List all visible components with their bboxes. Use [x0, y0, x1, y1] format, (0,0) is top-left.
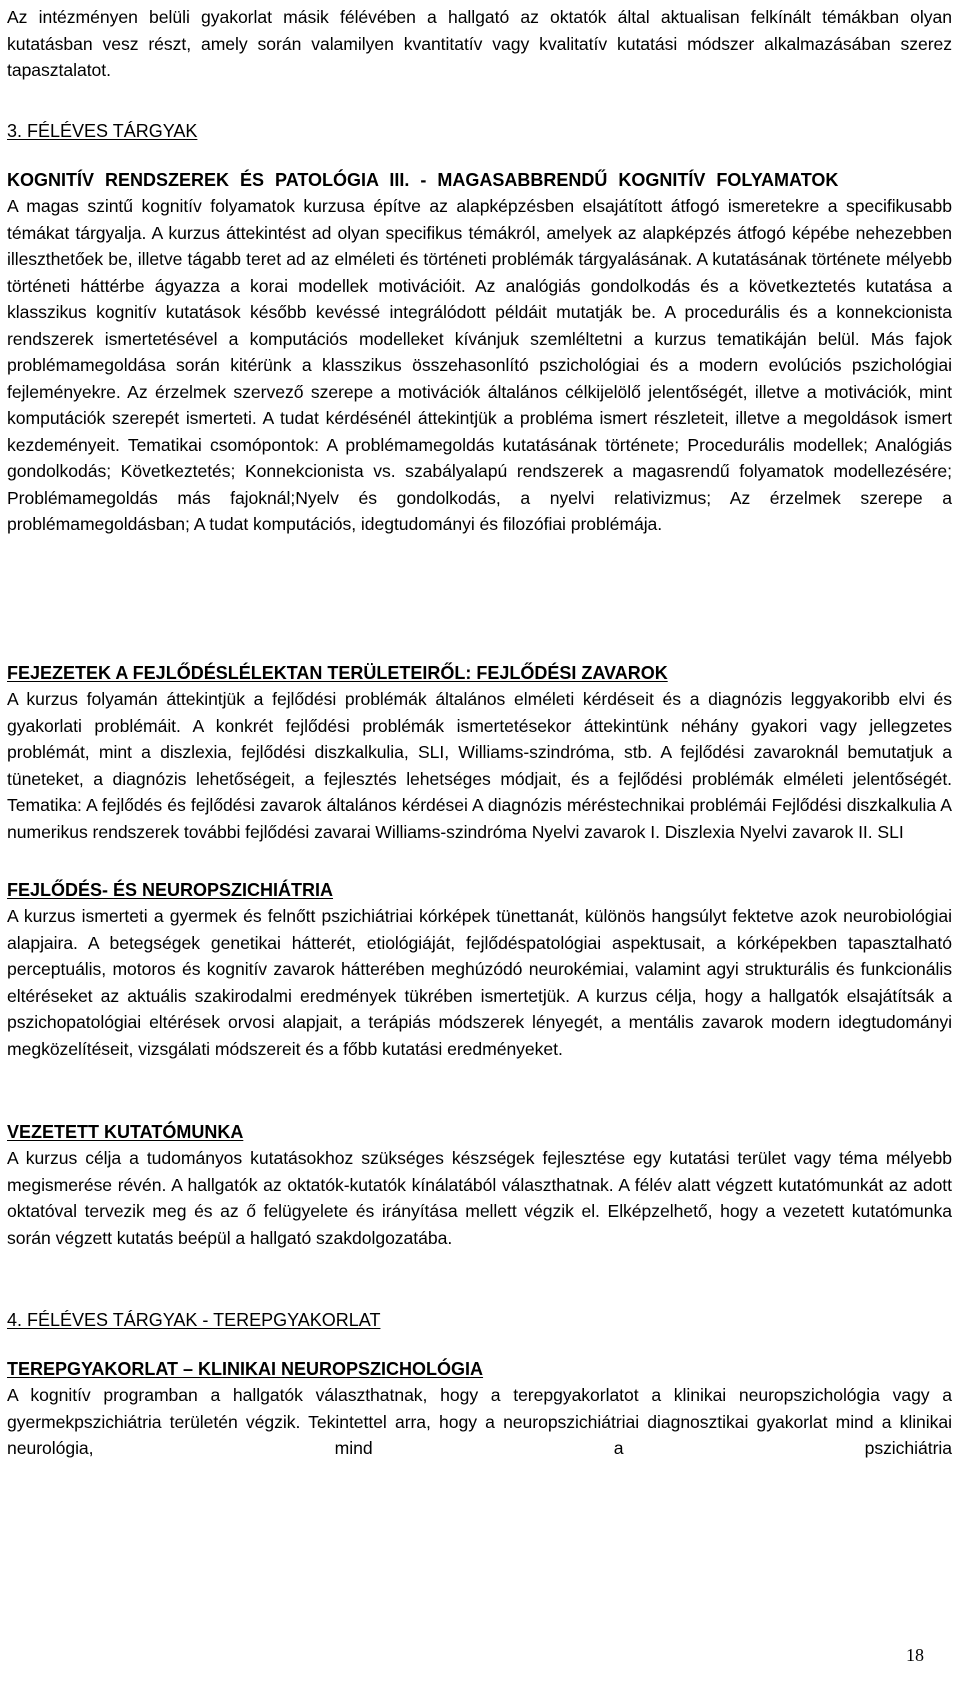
- intro-paragraph-block: [7, 4, 952, 84]
- course1-block: [7, 168, 952, 538]
- section3-heading: 3. FÉLÉVES TÁRGYAK: [7, 121, 198, 141]
- course4-body: A kurzus célja a tudományos kutatásokhoz szükséges készségek fejlesztése egy kutatási terület vagy téma mélyebb megismerése révén. A hallgatók az oktatók-kutatók kínálatából választhatnak. A félév alatt végzett kutatómunkát az adott oktatóval tervezik meg és az ő felügyelete és irányítása mellett végzik el. Elképzelhető, hogy a vezetett kutatómunka során végzett kutatás beépül a hallgató szakdolgozatába.: [7, 1148, 952, 1248]
- section4-course1-block: [7, 1357, 952, 1462]
- course2-title: FEJEZETEK A FEJLŐDÉSLÉLEKTAN TERÜLETEIRŐL: FEJLŐDÉSI ZAVAROK: [7, 663, 668, 683]
- page-number: 18: [906, 1645, 924, 1665]
- section4-course1-body: A kognitív programban a hallgatók választhatnak, hogy a terepgyakorlatot a klinikai neuropszichológia vagy a gyermekpszichiátria területén végzik. Tekintettel arra, hogy a neuropszichiátriai diagnosztikai gyakorlat mind a klinikai neurológia, mind a pszichiátria: [7, 1385, 952, 1458]
- course4-block: [7, 1120, 952, 1251]
- course3-block: [7, 878, 952, 1062]
- intro-paragraph: Az intézményen belüli gyakorlat másik félévében a hallgató az oktatók által aktualisan felkínált témákban olyan kutatásban vesz részt, amely során valamilyen kvantitatív vagy kvalitatív kutatási módszer alkalmazásában szerez tapasztalatot.: [7, 7, 952, 80]
- course2-body: A kurzus folyamán áttekintjük a fejlődési problémák általános elméleti kérdéseit és a diagnózis leggyakoribb elvi és gyakorlati problémáit. A konkrét fejlődési problémák ismertetésekor áttekintünk néhány gyakori vagy jellegzetes problémát, mint a diszlexia, fejlődési diszkalkulia, SLI, Williams-szindróma, stb. A fejlődési zavaroknál bemutatjuk a tüneteket, a diagnózis lehetőségeit, a fejlesztés lehetséges módjait, és a fejlődési problémák elméleti jelentőségét. Tematika: A fejlődés és fejlődési zavarok általános kérdései A diagnózis méréstechnikai problémái Fejlődési diszkalkulia A numerikus rendszerek további fejlődési zavarai Williams-szindróma Nyelvi zavarok I. Diszlexia Nyelvi zavarok II. SLI: [7, 689, 952, 842]
- course4-title: VEZETETT KUTATÓMUNKA: [7, 1122, 244, 1142]
- course3-title: FEJLŐDÉS- ÉS NEUROPSZICHIÁTRIA: [7, 880, 334, 900]
- section4-course1-title: TEREPGYAKORLAT – KLINIKAI NEUROPSZICHOLÓGIA: [7, 1359, 484, 1379]
- course1-title: KOGNITÍV RENDSZEREK ÉS PATOLÓGIA III. - MAGASABBRENDŰ KOGNITÍV FOLYAMATOK: [7, 170, 839, 190]
- course1-body: A magas szintű kognitív folyamatok kurzusa építve az alapképzésben elsajátított átfogó ismeretekre a specifikusabb témákat tárgyalja. A kurzus áttekintést ad olyan specifikus témákról, amelyek az alapképzés átfogó képébe nehezebben illeszthetőek be, illetve tágabb teret ad az elméleti és történeti problémák tárgyalásának. A kutatásának története mélyebb történeti háttérbe ágyazza a korai modellek motivációit. Az analógiás gondolkodás és a következtetés kutatása a klasszikus kognitív kutatások később kevéssé integrálódott példáit mutatják be. A procedurális és a konnekcionista rendszerek ismertetésével a komputációs modelleket kívánjuk szemléltetni a kurzus tematikáján belül. Más fajok problémamegoldása során kitérünk a klasszikus összehasonlító pszichológiai és a modern evolúciós pszichológiai fejleményekre. Az érzelmek szervező szerepe a motivációk általános célkijelölő jelentőségét, illetve a motivációk, mint komputációk szerepét ismerteti. A tudat kérdésénél áttekintjük a probléma ismert részleteit, illetve a megoldások ismert kezdeményeit. Tematikai csomópontok: A problémamegoldás kutatásának története; Procedurális modellek; Analógiás gondolkodás; Következtetés; Konnekcionista vs. szabályalapú rendszerek a magasrendű folyamatok modellezésére; Problémamegoldás más fajoknál;Nyelv és gondolkodás, a nyelvi relativizmus; Az érzelmek szerepe a problémamegoldásban; A tudat komputációs, idegtudományi és filozófiai problémája.: [7, 196, 952, 534]
- course2-block: [7, 661, 952, 845]
- course3-body: A kurzus ismerteti a gyermek és felnőtt pszichiátriai kórképek tünettanát, különös hangsúlyt fektetve azok neurobiológiai alapjaira. A betegségek genetikai hátterét, etiológiáját, fejlődéspatológiai aspektusait, a kórképekben tapasztalható perceptuális, motoros és kognitív zavarok hátterében meghúzódó neurokémiai, valamint agyi strukturális és funkcionális eltéréseket az aktuális szakirodalmi eredmények tükrében ismertetjük. A kurzus célja, hogy a hallgatók elsajátítsák a pszichopatológiai eltérések orvosi alapjait, a terápiás módszerek lényegét, a mentális zavarok modern idegtudományi megközelítéseit, vizsgálati módszereit és a főbb kutatási eredményeket.: [7, 906, 952, 1059]
- section4-heading-block: [7, 1307, 952, 1333]
- section3-heading-block: [7, 118, 952, 144]
- section4-heading: 4. FÉLÉVES TÁRGYAK - TEREPGYAKORLAT: [7, 1310, 381, 1330]
